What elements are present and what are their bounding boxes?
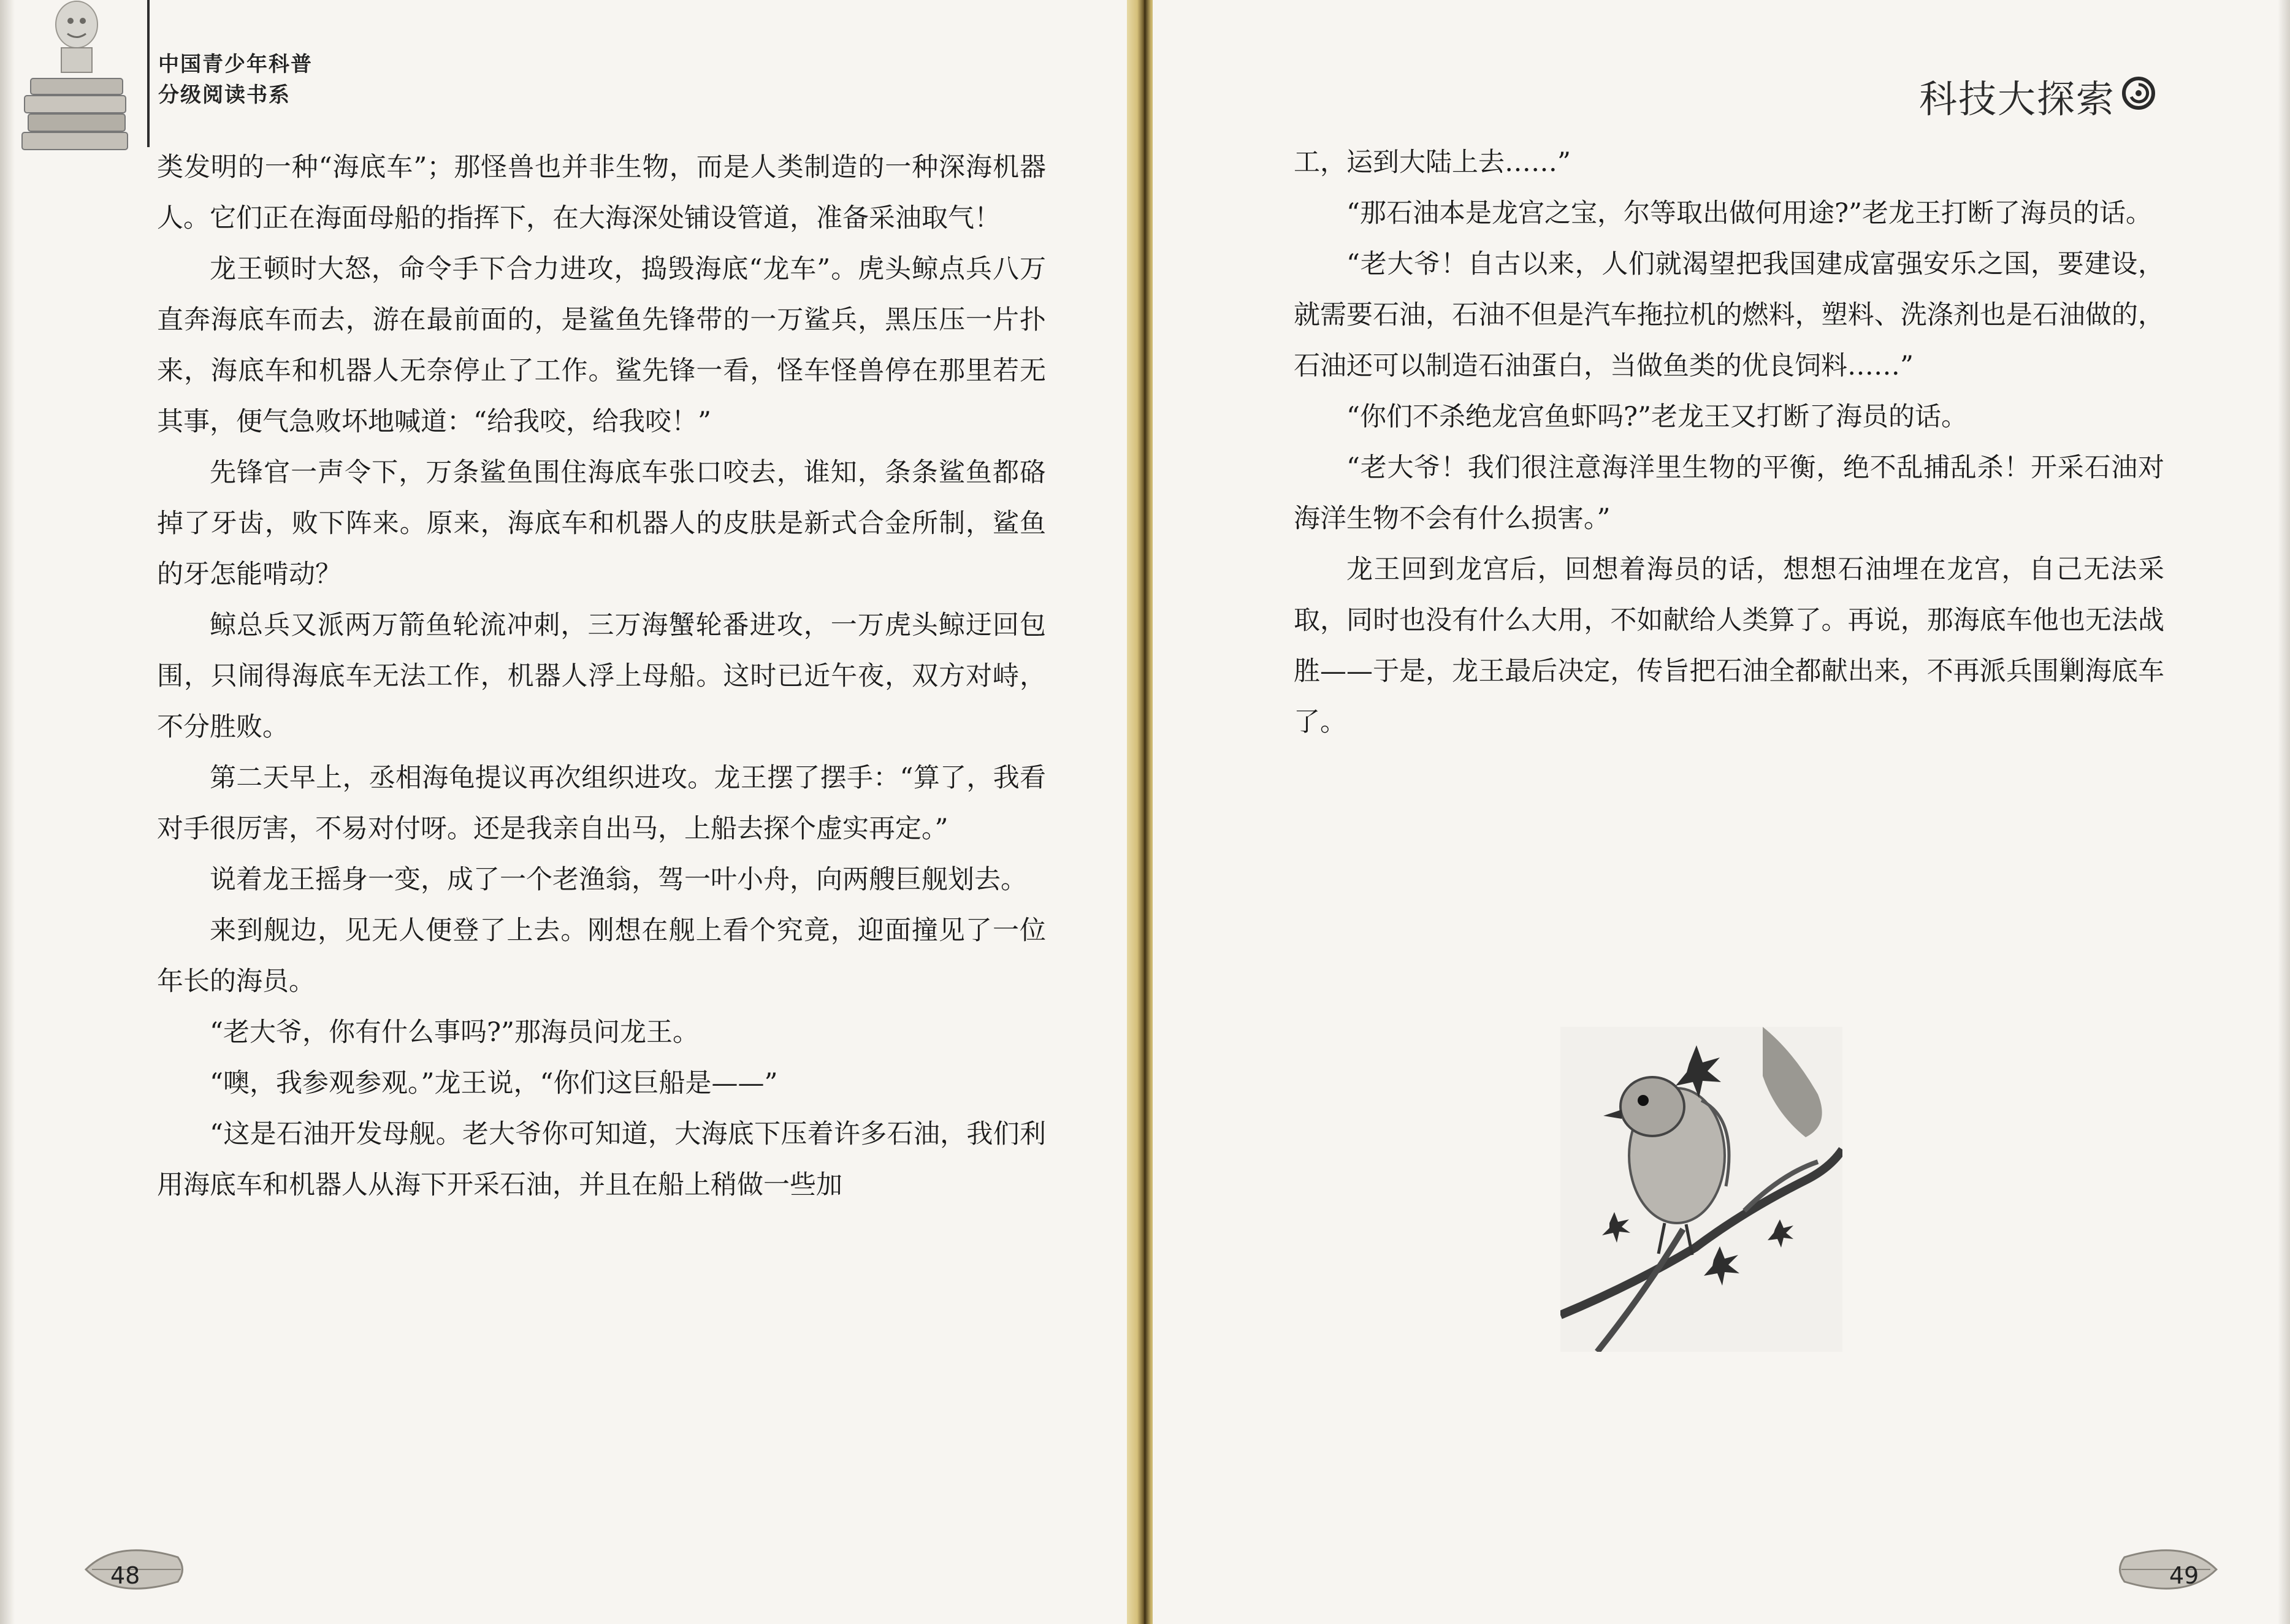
paragraph: 龙王回到龙宫后，回想着海员的话，想想石油埋在龙宫，自己无法采取，同时也没有什么大用，不如献给人类算了。再说，那海底车他也无法战胜——于是，龙王最后决定，传旨把石油全都献出来，不再派兵围剿海底车了。	[1294, 554, 2164, 738]
left-body-text	[157, 142, 1046, 1211]
paragraph: “老大爷，你有什么事吗?”那海员问龙王。	[210, 1017, 700, 1048]
page-edge-shadow	[2278, 0, 2290, 1624]
page-number: 48	[110, 1562, 140, 1589]
series-title-line1: 中国青少年科普	[158, 52, 313, 77]
books-stack-logo-icon	[18, 0, 135, 153]
series-title-line2: 分级阅读书系	[158, 83, 291, 107]
paragraph: “这是石油开发母舰。老大爷你可知道，大海底下压着许多石油，我们利用海底车和机器人从海下开采石油，并且在船上稍做一些加	[157, 1119, 1046, 1200]
paragraph: 说着龙王摇身一变，成了一个老渔翁，驾一叶小舟，向两艘巨舰划去。	[210, 864, 1027, 895]
swirl-title-icon	[2120, 75, 2157, 112]
right-body-text	[1294, 137, 2164, 748]
paragraph: 来到舰边，见无人便登了上去。刚想在舰上看个究竟，迎面撞见了一位年长的海员。	[157, 915, 1046, 997]
series-title	[158, 49, 313, 110]
left-page	[0, 0, 1134, 1624]
paragraph: 第二天早上，丞相海龟提议再次组织进攻。龙王摆了摆手：“算了，我看对手很厉害，不易对付呀。还是我亲自出马，上船去探个虚实再定。”	[157, 763, 1046, 844]
paragraph: 龙王顿时大怒，命令手下合力进攻，捣毁海底“龙车”。虎头鲸点兵八万直奔海底车而去，游在最前面的，是鲨鱼先锋带的一万鲨兵，黑压压一片扑来，海底车和机器人无奈停止了工作。鲨先锋一看，怪车怪兽停在那里若无其事，便气急败坏地喊道：“给我咬，给我咬！”	[157, 254, 1046, 437]
paragraph: 类发明的一种“海底车”；那怪兽也并非生物，而是人类制造的一种深海机器人。它们正在海面母船的指挥下，在大海深处铺设管道，准备采油取气！	[157, 152, 1046, 234]
paragraph: “噢，我参观参观。”龙王说，“你们这巨船是——”	[210, 1068, 778, 1099]
page-number: 49	[2169, 1562, 2199, 1589]
book-title: 科技大探索	[1919, 77, 2116, 121]
header-divider	[147, 0, 150, 147]
paragraph: 先锋官一声令下，万条鲨鱼围住海底车张口咬去，谁知，条条鲨鱼都硌掉了牙齿，败下阵来。原来，海底车和机器人的皮肤是新式合金所制，鲨鱼的牙怎能啃动？	[157, 457, 1046, 590]
page-edge-shadow	[0, 0, 15, 1624]
paragraph: “老大爷！我们很注意海洋里生物的平衡，绝不乱捕乱杀！开采石油对海洋生物不会有什么损害。”	[1294, 452, 2164, 534]
paragraph: 鲸总兵又派两万箭鱼轮流冲刺，三万海蟹轮番进攻，一万虎头鲸迂回包围，只闹得海底车无法工作，机器人浮上母船。这时已近午夜，双方对峙，不分胜败。	[157, 610, 1046, 742]
paragraph: 工，运到大陆上去……”	[1294, 147, 1571, 178]
paragraph: “那石油本是龙宫之宝，尔等取出做何用途?”老龙王打断了海员的话。	[1346, 198, 2153, 229]
paragraph: “老大爷！自古以来，人们就渴望把我国建成富强安乐之国，要建设，就需要石油，石油不但是汽车拖拉机的燃料，塑料、洗涤剂也是石油做的，石油还可以制造石油蛋白，当做鱼类的优良饲料……”	[1294, 249, 2164, 381]
bird-on-branch-illustration-icon	[1560, 1027, 1842, 1352]
leaf-page-badge-icon	[2112, 1539, 2223, 1600]
paragraph: “你们不杀绝龙宫鱼虾吗?”老龙王又打断了海员的话。	[1346, 402, 1968, 432]
